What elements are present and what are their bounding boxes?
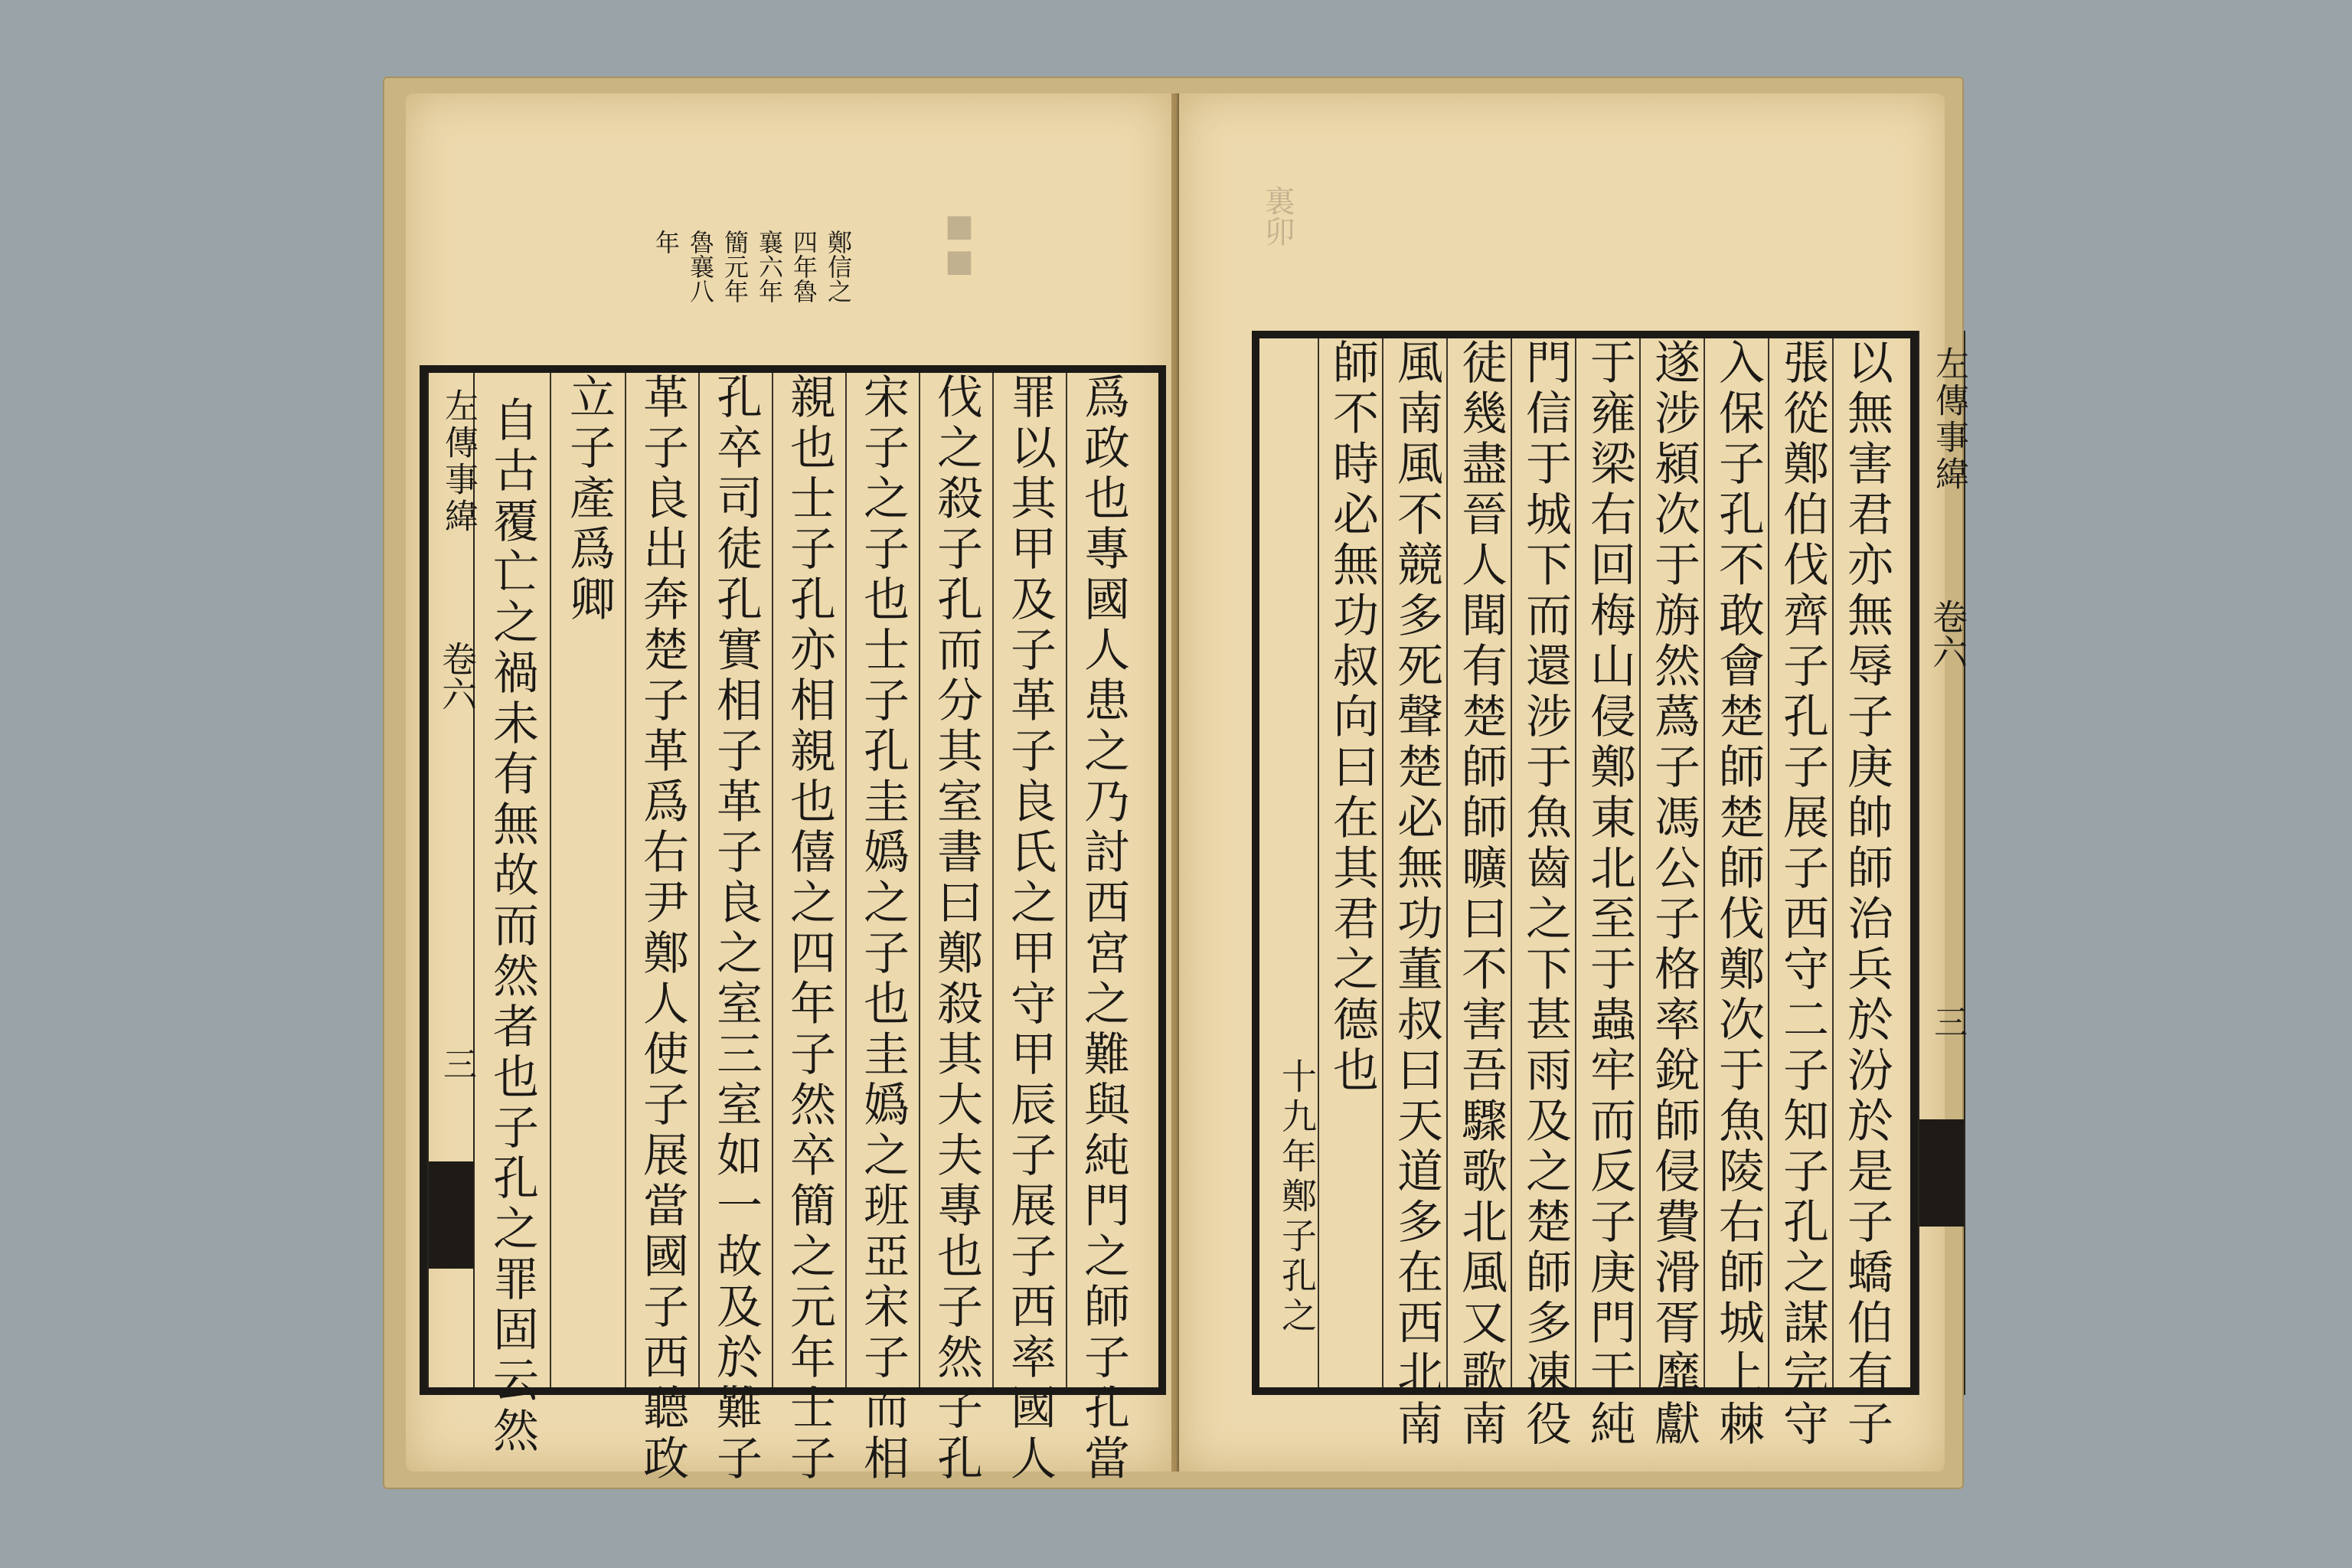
left-text-frame (420, 365, 1166, 1485)
header-note-4: 簡元年 (720, 230, 750, 303)
center-title: 左傳事緯 (1929, 346, 1968, 493)
column-rule (992, 373, 994, 1387)
text-column: 風南風不競多死聲楚必無功董叔曰天道多在西北南 (1390, 338, 1443, 1450)
text-column: 爲政也專國人患之乃討西宮之難與純門之師子孔當 (1076, 373, 1130, 1485)
column-rule (698, 373, 700, 1387)
text-column: 自古覆亡之禍未有無故而然者也子孔之罪固云然 (485, 396, 539, 1457)
left-page (406, 93, 1171, 1485)
center-volume: 卷六 (436, 641, 478, 711)
column-rule (1511, 338, 1512, 1387)
text-column: 十九年鄭子孔之 (1276, 1058, 1318, 1337)
text-column: 入保子孔不敢會楚師楚師伐鄭次于魚陵右師城上棘 (1711, 338, 1765, 1450)
column-rule (1318, 338, 1319, 1387)
book (383, 77, 1968, 1489)
bleed-through-mark: ■■ (942, 208, 977, 279)
header-note-3: 襄六年 (755, 230, 784, 303)
column-rule (625, 373, 626, 1387)
center-title: 左傳事緯 (439, 388, 478, 535)
text-column: 以無害君亦無辱子庚帥師治兵於汾於是子蟜伯有子 (1840, 338, 1893, 1450)
column-rule (1639, 338, 1641, 1387)
text-column: 師不時必無功叔向曰在其君之德也 (1325, 338, 1379, 1096)
center-page-number: 三 (437, 1047, 476, 1080)
header-note-1: 鄭信之 (824, 230, 853, 303)
fishtail-mark (1919, 1119, 1964, 1227)
center-strip-right (1918, 331, 1968, 1395)
column-rule (1382, 338, 1383, 1387)
bleed-through-mark: 裏卯 (1259, 185, 1295, 247)
column-rule (1832, 338, 1834, 1387)
center-page-number: 三 (1928, 1004, 1967, 1038)
text-column: 伐之殺子孔而分其室書曰鄭殺其大夫專也子然子孔 (929, 373, 983, 1485)
text-column: 徒幾盡晉人聞有楚師師曠曰不害吾驟歌北風又歌南 (1454, 338, 1508, 1450)
header-note-6: 年 (652, 230, 681, 254)
column-rule (772, 373, 773, 1387)
text-column: 張從鄭伯伐齊子孔子展子西守二子知子孔之謀完守 (1775, 338, 1829, 1450)
header-note-2: 四年魯 (789, 230, 818, 303)
column-rule (1446, 338, 1448, 1387)
fishtail-mark (429, 1161, 473, 1269)
right-page (1179, 93, 1968, 1472)
center-volume: 卷六 (1927, 599, 1968, 669)
text-column: 罪以其甲及子革子良氏之甲守甲辰子展子西率國人 (1003, 373, 1057, 1485)
text-column: 遂涉潁次于旃然蔿子馮公子格率銳師侵費滑胥靡獻 (1647, 338, 1700, 1450)
text-column: 門信于城下而還涉于魚齒之下甚雨及之楚師多凍役 (1518, 338, 1572, 1450)
text-column: 親也士子孔亦相親也僖之四年子然卒簡之元年士子 (782, 373, 836, 1485)
column-rule (919, 373, 920, 1387)
column-rule (1575, 338, 1576, 1387)
column-rule (550, 373, 551, 1387)
text-column: 孔卒司徒孔實相子革子良之室三室如一故及於難子 (709, 373, 763, 1485)
column-rule (1768, 338, 1769, 1387)
text-column: 宋子之子也士子孔圭嬀之子也圭嬀之班亞宋子而相 (856, 373, 910, 1485)
center-strip-left (427, 373, 478, 1387)
column-rule (1704, 338, 1705, 1387)
text-column: 立子產爲卿 (562, 373, 616, 626)
column-rule (1066, 373, 1067, 1387)
header-note-5: 魯襄八 (686, 230, 715, 303)
text-column: 革子良出奔楚子革爲右尹鄭人使子展當國子西聽政 (635, 373, 689, 1485)
column-rule (845, 373, 847, 1387)
right-text-frame (1252, 331, 1918, 1450)
text-column: 于雍梁右回梅山侵鄭東北至于蟲牢而反子庚門于純 (1583, 338, 1636, 1450)
